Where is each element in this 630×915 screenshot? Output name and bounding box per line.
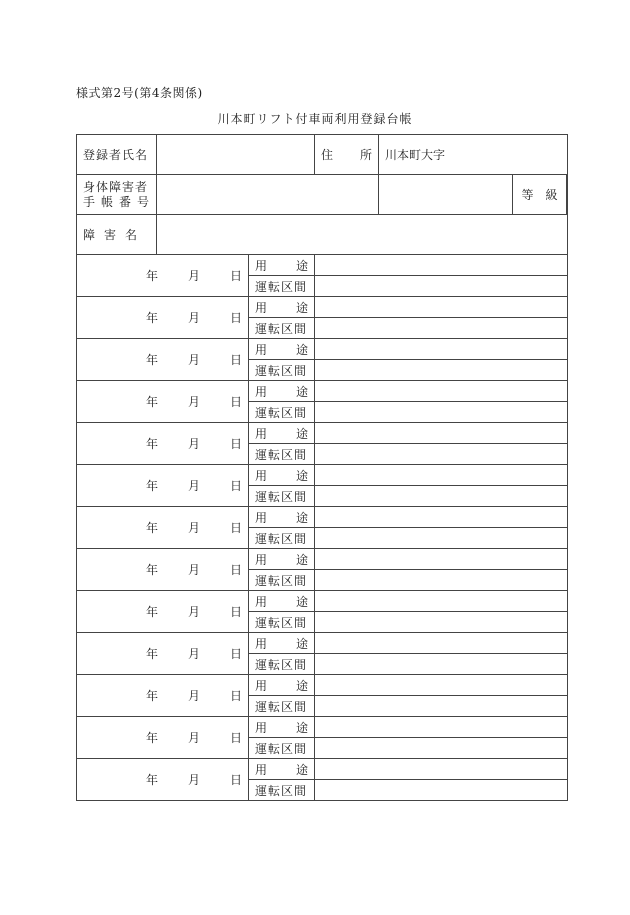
month-label: 月 bbox=[187, 353, 200, 367]
route-field[interactable] bbox=[315, 738, 568, 759]
month-label: 月 bbox=[187, 479, 200, 493]
record-row bbox=[77, 549, 568, 570]
usage-label bbox=[249, 675, 315, 696]
usage-label-first: 用 bbox=[255, 678, 268, 693]
record-row bbox=[77, 423, 568, 444]
usage-label bbox=[249, 717, 315, 738]
route-label: 運転区間 bbox=[249, 570, 315, 591]
handbook-label bbox=[77, 175, 157, 215]
route-field[interactable] bbox=[315, 318, 568, 339]
day-label: 日 bbox=[229, 395, 242, 409]
route-field[interactable] bbox=[315, 276, 568, 297]
year-label: 年 bbox=[145, 773, 158, 787]
usage-field[interactable] bbox=[315, 423, 568, 444]
record-date-field[interactable] bbox=[77, 465, 249, 507]
usage-field[interactable] bbox=[315, 507, 568, 528]
record-row bbox=[77, 507, 568, 528]
disability-name-label: 障害名 bbox=[77, 215, 157, 255]
usage-label-second: 途 bbox=[295, 678, 308, 693]
route-field[interactable] bbox=[315, 402, 568, 423]
registration-ledger-table bbox=[76, 134, 568, 801]
usage-label-second: 途 bbox=[295, 426, 308, 441]
month-label: 月 bbox=[187, 689, 200, 703]
month-label: 月 bbox=[187, 521, 200, 535]
route-label: 運転区間 bbox=[249, 528, 315, 549]
usage-label bbox=[249, 633, 315, 654]
usage-field[interactable] bbox=[315, 381, 568, 402]
usage-label-first: 用 bbox=[255, 468, 268, 483]
usage-field[interactable] bbox=[315, 255, 568, 276]
route-field[interactable] bbox=[315, 444, 568, 465]
usage-label-second: 途 bbox=[295, 762, 308, 777]
record-date-field[interactable] bbox=[77, 633, 249, 675]
record-row bbox=[77, 255, 568, 276]
year-label: 年 bbox=[145, 353, 158, 367]
usage-field[interactable] bbox=[315, 465, 568, 486]
grade-field[interactable] bbox=[567, 175, 568, 215]
record-row bbox=[77, 717, 568, 738]
record-date-field[interactable] bbox=[77, 549, 249, 591]
address-label-first: 住 bbox=[321, 148, 334, 162]
day-label: 日 bbox=[229, 647, 242, 661]
month-label: 月 bbox=[187, 731, 200, 745]
route-label: 運転区間 bbox=[249, 738, 315, 759]
usage-label bbox=[249, 591, 315, 612]
usage-field[interactable] bbox=[315, 675, 568, 696]
record-row bbox=[77, 591, 568, 612]
usage-label-second: 途 bbox=[295, 510, 308, 525]
route-field[interactable] bbox=[315, 486, 568, 507]
year-label: 年 bbox=[145, 605, 158, 619]
usage-field[interactable] bbox=[315, 591, 568, 612]
usage-field[interactable] bbox=[315, 633, 568, 654]
record-date-field[interactable] bbox=[77, 297, 249, 339]
route-field[interactable] bbox=[315, 360, 568, 381]
year-label: 年 bbox=[145, 689, 158, 703]
registrant-row bbox=[77, 135, 568, 175]
day-label: 日 bbox=[229, 269, 242, 283]
handbook-number-field[interactable] bbox=[157, 175, 379, 215]
usage-label bbox=[249, 381, 315, 402]
month-label: 月 bbox=[187, 773, 200, 787]
route-field[interactable] bbox=[315, 570, 568, 591]
record-date-field[interactable] bbox=[77, 423, 249, 465]
usage-field[interactable] bbox=[315, 549, 568, 570]
usage-label bbox=[249, 423, 315, 444]
usage-label-first: 用 bbox=[255, 342, 268, 357]
usage-label-second: 途 bbox=[295, 552, 308, 567]
day-label: 日 bbox=[229, 311, 242, 325]
usage-label-second: 途 bbox=[295, 594, 308, 609]
record-row bbox=[77, 633, 568, 654]
record-row bbox=[77, 381, 568, 402]
usage-label-second: 途 bbox=[295, 300, 308, 315]
year-label: 年 bbox=[145, 479, 158, 493]
usage-label-first: 用 bbox=[255, 552, 268, 567]
month-label: 月 bbox=[187, 437, 200, 451]
day-label: 日 bbox=[229, 521, 242, 535]
route-field[interactable] bbox=[315, 654, 568, 675]
record-date-field[interactable] bbox=[77, 591, 249, 633]
route-label: 運転区間 bbox=[249, 780, 315, 801]
usage-label bbox=[249, 339, 315, 360]
route-field[interactable] bbox=[315, 696, 568, 717]
handbook-label-line2: 手帳番号 bbox=[83, 194, 156, 209]
usage-field[interactable] bbox=[315, 339, 568, 360]
usage-label bbox=[249, 465, 315, 486]
record-date-field[interactable] bbox=[77, 759, 249, 801]
usage-label-first: 用 bbox=[255, 636, 268, 651]
usage-label-second: 途 bbox=[295, 342, 308, 357]
usage-label bbox=[249, 759, 315, 780]
day-label: 日 bbox=[229, 605, 242, 619]
day-label: 日 bbox=[229, 437, 242, 451]
route-label: 運転区間 bbox=[249, 612, 315, 633]
route-label: 運転区間 bbox=[249, 444, 315, 465]
year-label: 年 bbox=[145, 437, 158, 451]
route-field[interactable] bbox=[315, 780, 568, 801]
route-label: 運転区間 bbox=[249, 696, 315, 717]
handbook-row bbox=[77, 175, 568, 215]
registrant-name-label: 登録者氏名 bbox=[77, 135, 157, 175]
usage-label-second: 途 bbox=[295, 258, 308, 273]
usage-label-second: 途 bbox=[295, 636, 308, 651]
day-label: 日 bbox=[229, 563, 242, 577]
form-number: 様式第2号(第4条関係) bbox=[76, 86, 203, 100]
month-label: 月 bbox=[187, 563, 200, 577]
month-label: 月 bbox=[187, 605, 200, 619]
address-label bbox=[315, 135, 379, 175]
usage-field[interactable] bbox=[315, 759, 568, 780]
usage-label-first: 用 bbox=[255, 258, 268, 273]
document-title: 川本町リフト付車両利用登録台帳 bbox=[217, 112, 413, 126]
route-label: 運転区間 bbox=[249, 654, 315, 675]
usage-label-first: 用 bbox=[255, 594, 268, 609]
month-label: 月 bbox=[187, 311, 200, 325]
route-field[interactable] bbox=[315, 612, 568, 633]
day-label: 日 bbox=[229, 479, 242, 493]
usage-label-second: 途 bbox=[295, 720, 308, 735]
address-field[interactable]: 川本町大字 bbox=[379, 135, 568, 175]
day-label: 日 bbox=[229, 689, 242, 703]
month-label: 月 bbox=[187, 395, 200, 409]
usage-field[interactable] bbox=[315, 297, 568, 318]
record-date-field[interactable] bbox=[77, 507, 249, 549]
usage-label bbox=[249, 255, 315, 276]
disability-row bbox=[77, 215, 568, 255]
day-label: 日 bbox=[229, 773, 242, 787]
day-label: 日 bbox=[229, 353, 242, 367]
usage-label-second: 途 bbox=[295, 384, 308, 399]
year-label: 年 bbox=[145, 311, 158, 325]
record-date-field[interactable] bbox=[77, 717, 249, 759]
grade-label: 等 級 bbox=[513, 175, 567, 215]
record-row bbox=[77, 339, 568, 360]
day-label: 日 bbox=[229, 731, 242, 745]
record-row bbox=[77, 759, 568, 780]
usage-label-first: 用 bbox=[255, 426, 268, 441]
handbook-spacer bbox=[379, 175, 513, 215]
record-date-field[interactable] bbox=[77, 255, 249, 297]
year-label: 年 bbox=[145, 563, 158, 577]
usage-label-first: 用 bbox=[255, 384, 268, 399]
usage-label-second: 途 bbox=[295, 468, 308, 483]
month-label: 月 bbox=[187, 647, 200, 661]
address-label-second: 所 bbox=[359, 148, 372, 162]
disability-name-field[interactable] bbox=[157, 215, 568, 255]
handbook-label-line1: 身体障害者 bbox=[83, 179, 149, 194]
route-field[interactable] bbox=[315, 528, 568, 549]
year-label: 年 bbox=[145, 521, 158, 535]
record-row bbox=[77, 465, 568, 486]
route-label: 運転区間 bbox=[249, 486, 315, 507]
route-label: 運転区間 bbox=[249, 360, 315, 381]
route-label: 運転区間 bbox=[249, 276, 315, 297]
record-row bbox=[77, 675, 568, 696]
usage-label-first: 用 bbox=[255, 720, 268, 735]
usage-label bbox=[249, 297, 315, 318]
record-date-field[interactable] bbox=[77, 675, 249, 717]
record-date-field[interactable] bbox=[77, 339, 249, 381]
record-date-field[interactable] bbox=[77, 381, 249, 423]
usage-label bbox=[249, 549, 315, 570]
registrant-name-field[interactable] bbox=[157, 135, 315, 175]
usage-label-first: 用 bbox=[255, 510, 268, 525]
usage-field[interactable] bbox=[315, 717, 568, 738]
route-label: 運転区間 bbox=[249, 318, 315, 339]
route-label: 運転区間 bbox=[249, 402, 315, 423]
year-label: 年 bbox=[145, 269, 158, 283]
usage-label-first: 用 bbox=[255, 762, 268, 777]
usage-label-first: 用 bbox=[255, 300, 268, 315]
usage-label bbox=[249, 507, 315, 528]
record-row bbox=[77, 297, 568, 318]
year-label: 年 bbox=[145, 731, 158, 745]
year-label: 年 bbox=[145, 647, 158, 661]
month-label: 月 bbox=[187, 269, 200, 283]
year-label: 年 bbox=[145, 395, 158, 409]
